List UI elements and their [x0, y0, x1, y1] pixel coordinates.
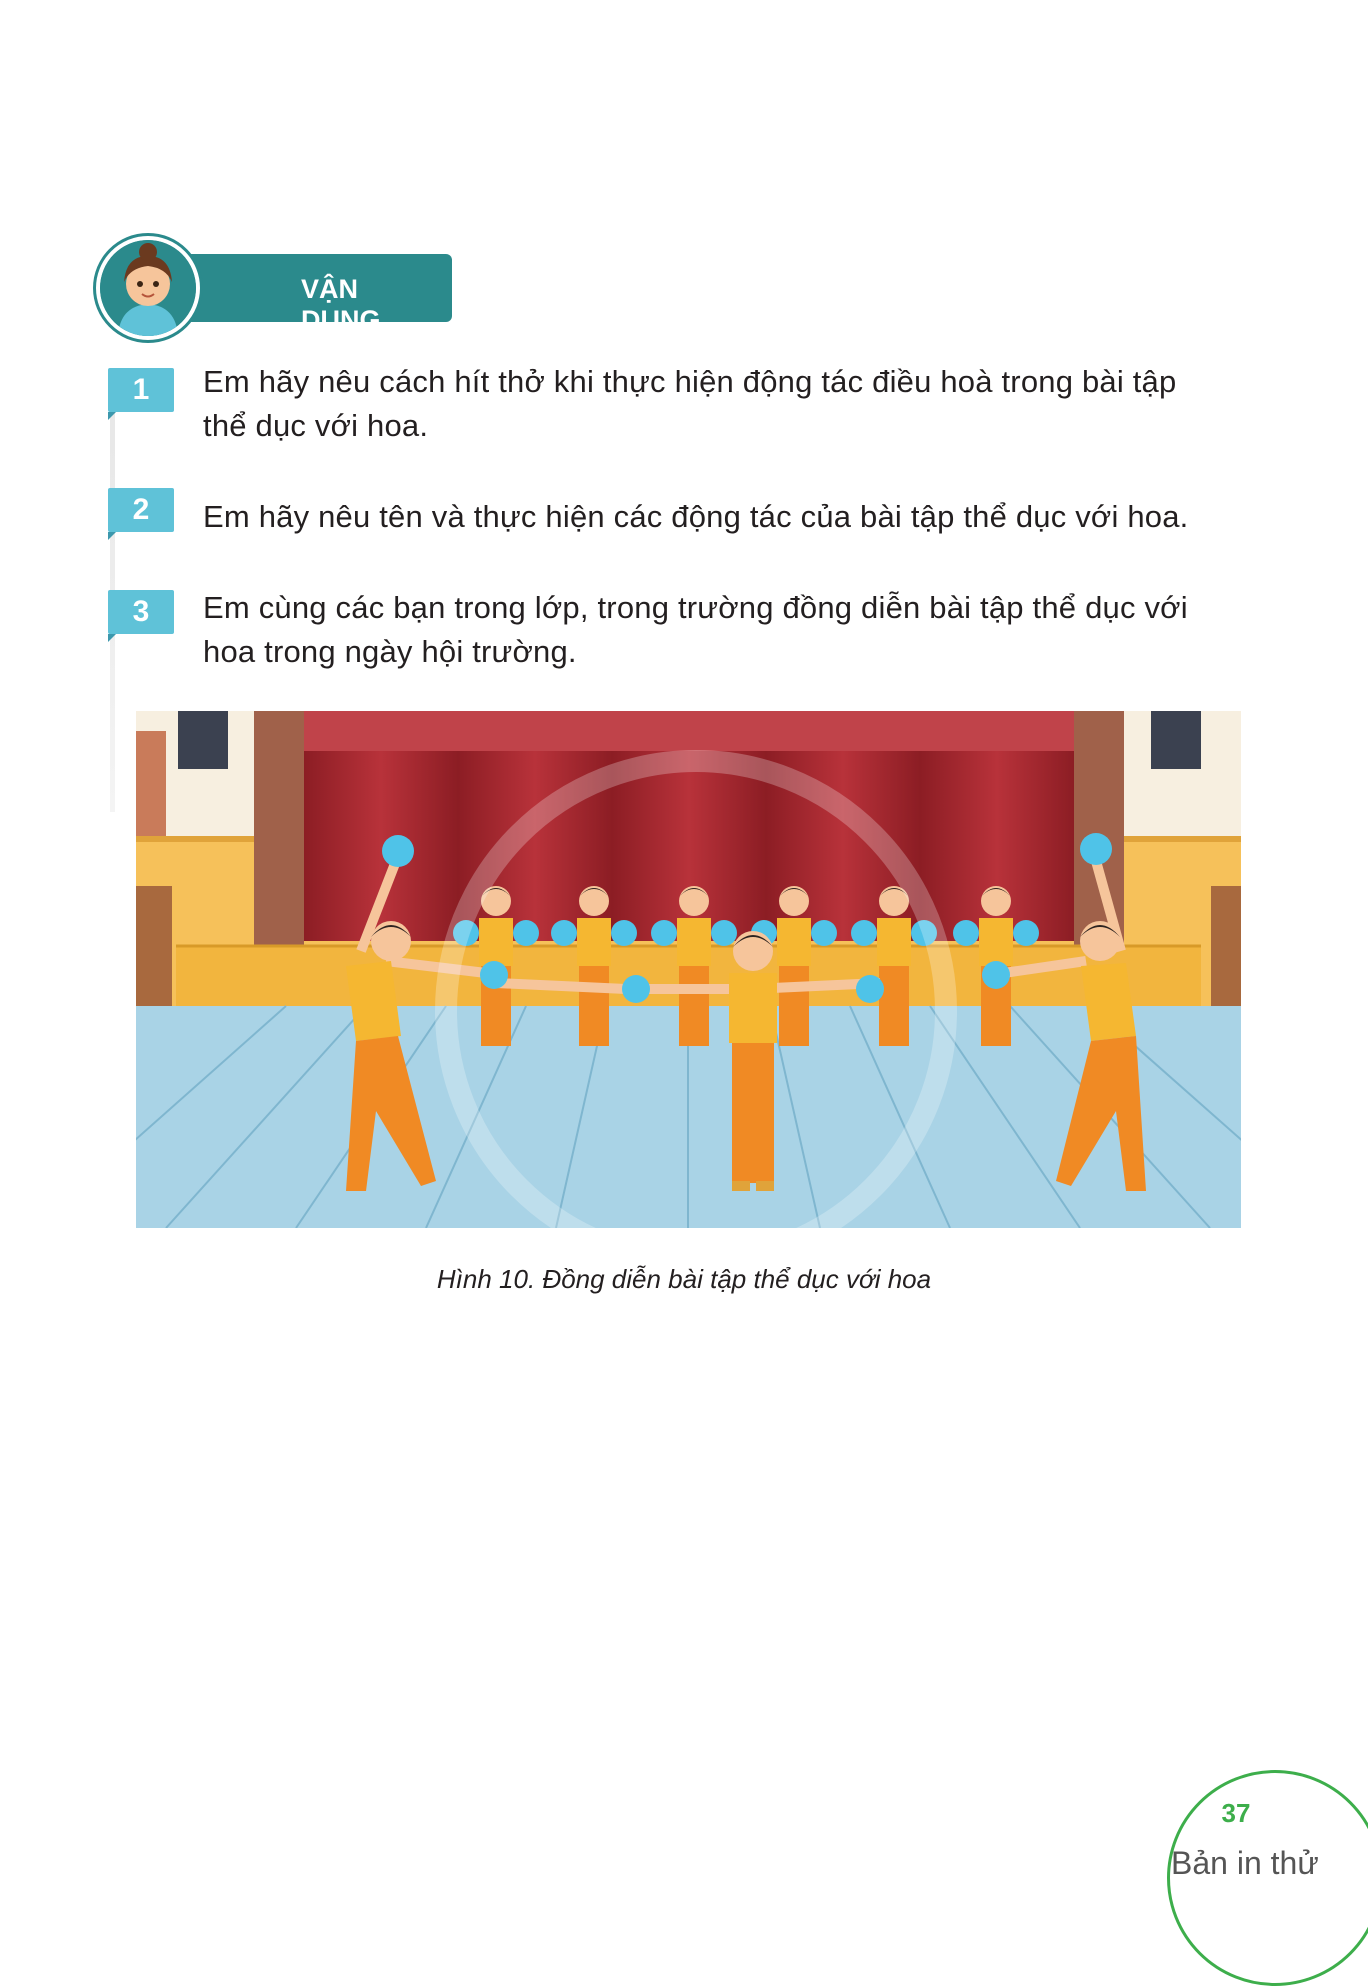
- question-3-line-2: hoa trong ngày hội trường.: [203, 634, 577, 669]
- question-1-text: [203, 360, 1243, 448]
- question-1-line-2: thể dục với hoa.: [203, 408, 429, 443]
- question-number-2: 2: [108, 488, 174, 532]
- question-2-text: [203, 495, 1243, 539]
- draft-print-label: Bản in thử: [1171, 1845, 1319, 1881]
- section-title: VẬN DỤNG: [301, 274, 381, 335]
- stage-exercise-illustration: [136, 711, 1241, 1228]
- question-3-text: [203, 586, 1243, 674]
- question-number-3: 3: [108, 590, 174, 634]
- page-number: 37: [1221, 1798, 1251, 1828]
- question-3-line-1: Em cùng các bạn trong lớp, trong trường đồng diễn bài tập thể dục với: [203, 590, 1188, 625]
- question-2-line-1: Em hãy nêu tên và thực hiện các động tác của bài tập thể dục với hoa.: [203, 499, 1189, 534]
- question-1-line-1: Em hãy nêu cách hít thở khi thực hiện động tác điều hoà trong bài tập: [203, 364, 1177, 399]
- figure-caption: Hình 10. Đồng diễn bài tập thể dục với hoa: [436, 1264, 932, 1294]
- question-number-1: 1: [108, 368, 174, 412]
- figure-illustration: [136, 711, 1241, 1228]
- section-badge: [96, 230, 381, 335]
- girl-mascot-icon: [96, 236, 200, 340]
